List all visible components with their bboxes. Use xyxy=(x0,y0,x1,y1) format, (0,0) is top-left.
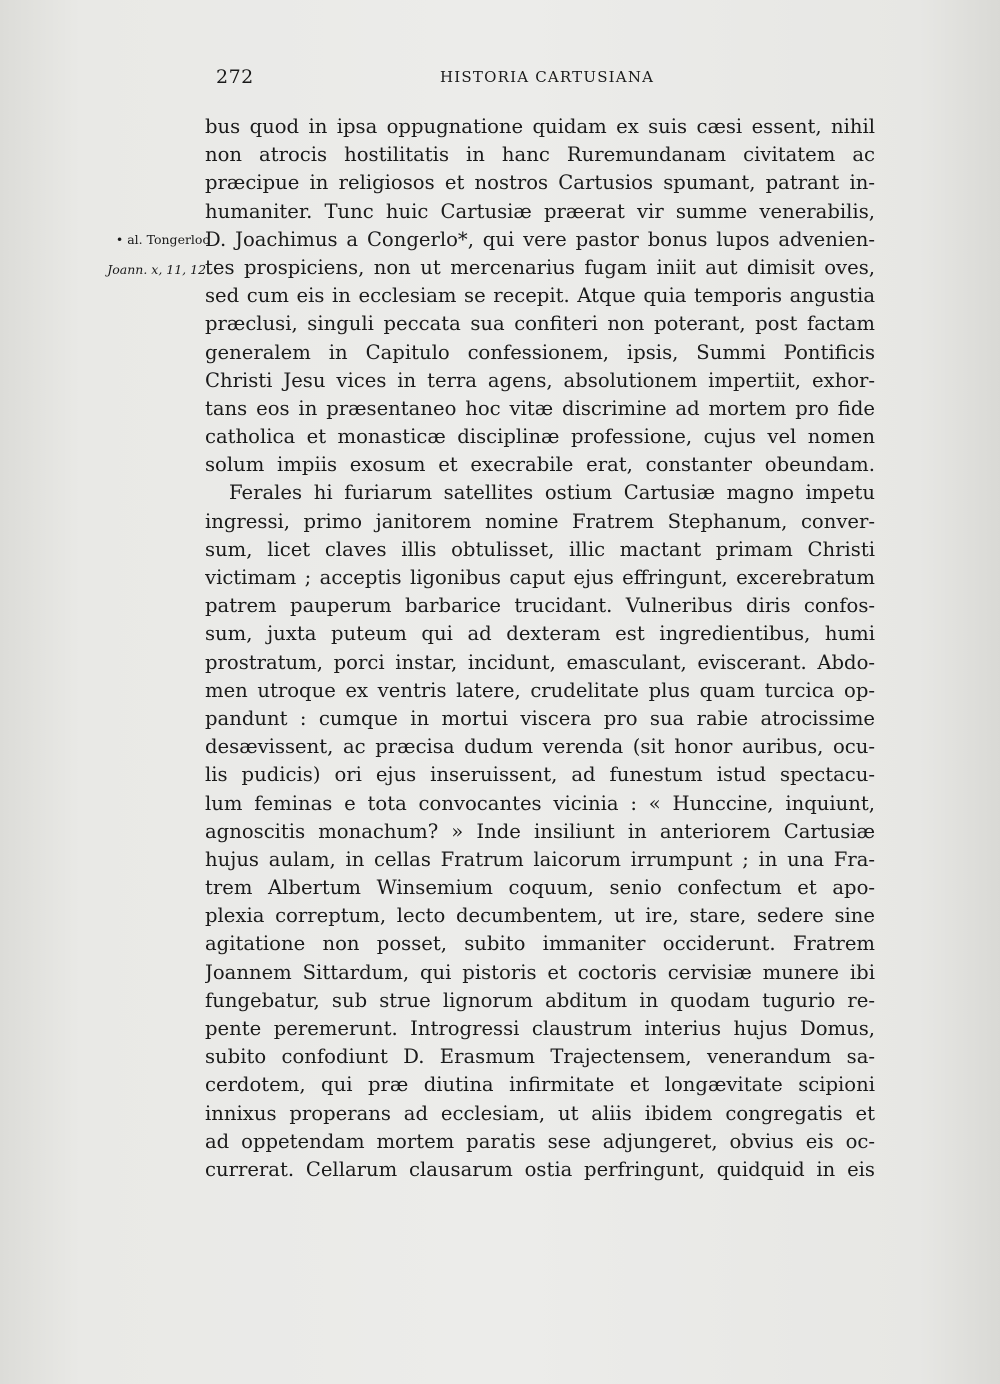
page-header xyxy=(216,66,876,96)
text-line: D. Joachimus a Congerlo*, qui vere pastor bonus lupos advenien- xyxy=(205,227,875,251)
margin-note-variant-name: • al. Tongerloo xyxy=(115,232,210,247)
text-line: prostratum, porci instar, incidunt, emasculant, eviscerant. Abdo- xyxy=(205,650,875,674)
text-line: Christi Jesu vices in terra agens, absolutionem impertiit, exhor- xyxy=(205,368,875,392)
text-line: plexia correptum, lecto decumbentem, ut ire, stare, sedere sine xyxy=(205,904,875,928)
text-line: ad oppetendam mortem paratis sese adjungeret, obvius eis oc- xyxy=(205,1129,875,1153)
margin-note-scripture-reference: Joann. x, 11, 12. xyxy=(107,262,210,277)
text-line: tans eos in præsentaneo hoc vitæ discrimine ad mortem pro fide xyxy=(205,396,875,420)
text-line: Joannem Sittardum, qui pistoris et coctoris cervisiæ munere ibi xyxy=(205,960,875,984)
text-line: cerdotem, qui præ diutina infirmitate et longævitate scipioni xyxy=(205,1073,875,1097)
text-line: humaniter. Tunc huic Cartusiæ præerat vir summe venerabilis, xyxy=(205,199,875,223)
text-line: patrem pauperum barbarice trucidant. Vulneribus diris confos- xyxy=(205,594,875,618)
text-line: pente peremerunt. Introgressi claustrum interius hujus Domus, xyxy=(205,1017,875,1040)
text-line: pandunt : cumque in mortui viscera pro sua rabie atrocissime xyxy=(205,706,875,730)
text-line: generalem in Capitulo confessionem, ipsis, Summi Pontificis xyxy=(205,340,875,364)
text-line: tes prospiciens, non ut mercenarius fugam iniit aut dimisit oves, xyxy=(205,255,875,279)
text-line: lum feminas e tota convocantes vicinia : « Hunccine, inquiunt, xyxy=(205,791,875,815)
text-line: agitatione non posset, subito immaniter occiderunt. Fratrem xyxy=(205,932,875,956)
text-line: sum, licet claves illis obtulisset, illic mactant primam Christi xyxy=(205,537,875,561)
text-line: præclusi, singuli peccata sua confiteri non poterant, post factam xyxy=(205,312,875,336)
body-text xyxy=(205,113,875,1184)
text-line: præcipue in religiosos et nostros Cartusios spumant, patrant in- xyxy=(205,171,875,195)
text-line: desævissent, ac præcisa dudum verenda (sit honor auribus, ocu- xyxy=(205,735,875,759)
text-line: subito confodiunt D. Erasmum Trajectensem, venerandum sa- xyxy=(205,1045,875,1069)
text-line: lis pudicis) ori ejus inseruissent, ad funestum istud spectacu- xyxy=(205,763,875,787)
text-line: bus quod in ipsa oppugnatione quidam ex suis cæsi essent, nihil xyxy=(205,115,875,138)
text-line: catholica et monasticæ disciplinæ professione, cujus vel nomen xyxy=(205,425,875,449)
text-line: hujus aulam, in cellas Fratrum laicorum irrumpunt ; in una Fra- xyxy=(205,847,875,871)
text-line: men utroque ex ventris latere, crudelitate plus quam turcica op- xyxy=(205,678,875,702)
text-line: victimam ; acceptis ligonibus caput ejus effringunt, excerebratum xyxy=(205,566,875,589)
text-line: agnoscitis monachum? » Inde insiliunt in anteriorem Cartusiæ xyxy=(205,819,875,843)
text-line: non atrocis hostilitatis in hanc Ruremundanam civitatem ac xyxy=(205,143,875,167)
text-line: sed cum eis in ecclesiam se recepit. Atque quia temporis angustia xyxy=(205,284,875,308)
page-number: 272 xyxy=(216,66,254,88)
text-line: ingressi, primo janitorem nomine Fratrem Stephanum, conver- xyxy=(205,509,875,533)
text-line: Ferales hi furiarum satellites ostium Cartusiæ magno impetu xyxy=(229,481,875,505)
text-line: fungebatur, sub strue lignorum abditum in quodam tugurio re- xyxy=(205,988,875,1012)
running-title: HISTORIA CARTUSIANA xyxy=(440,68,655,86)
text-line: currerat. Cellarum clausarum ostia perfringunt, quidquid in eis xyxy=(205,1157,875,1181)
text-line: sum, juxta puteum qui ad dexteram est ingredientibus, humi xyxy=(205,622,875,646)
text-line: trem Albertum Winsemium coquum, senio confectum et apo- xyxy=(205,876,875,900)
text-line: innixus properans ad ecclesiam, ut aliis ibidem congregatis et xyxy=(205,1101,875,1125)
text-line: solum impiis exosum et execrabile erat, constanter obeundam. xyxy=(205,453,875,477)
